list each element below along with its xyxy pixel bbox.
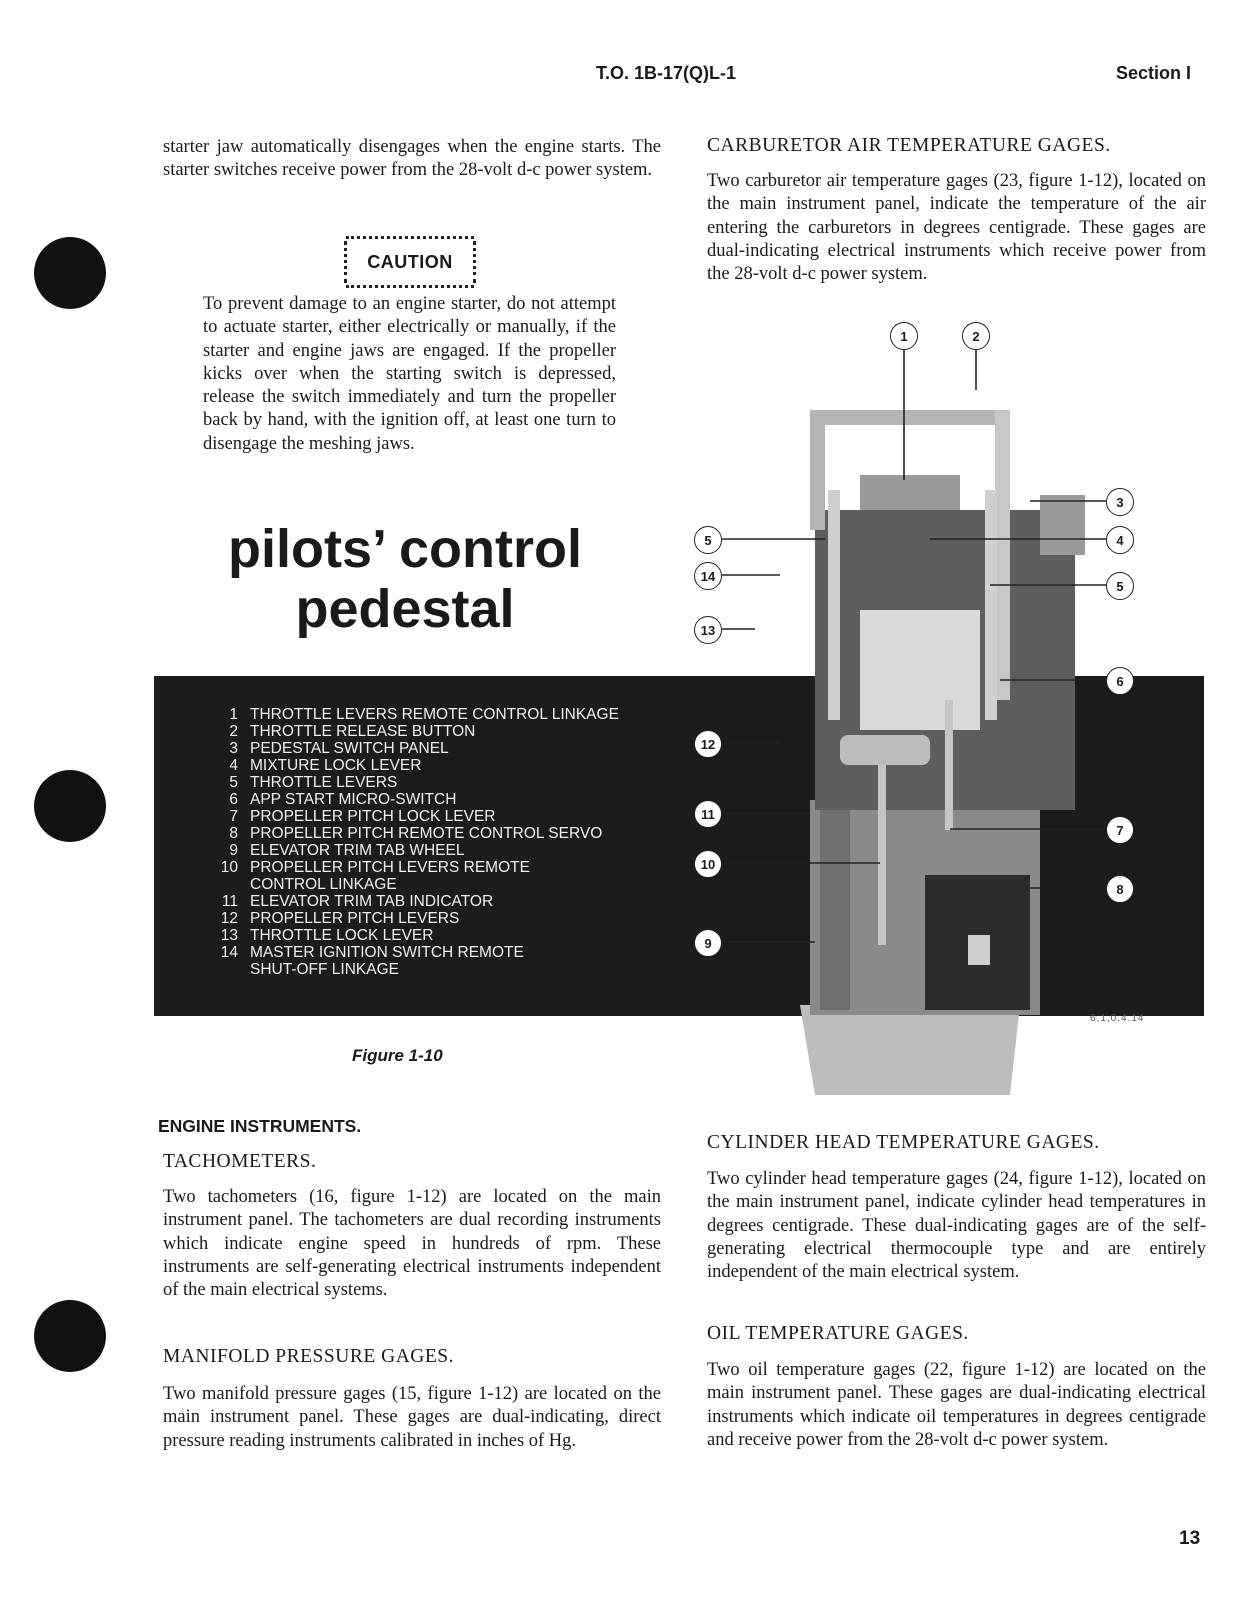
legend-item-number (200, 876, 250, 893)
legend-item (200, 927, 619, 944)
binder-hole-top (34, 237, 106, 309)
legend-item-number: 13 (220, 927, 238, 944)
legend-item (200, 825, 619, 842)
binder-hole-bottom (34, 1300, 106, 1372)
document-number: T.O. 1B-17(Q)L-1 (596, 63, 737, 83)
tachometers-heading: TACHOMETERS. (163, 1151, 317, 1172)
legend-item-number: 11 (221, 893, 238, 910)
oil-text: Two oil temperature gages (22, figure 1-12) are located on the main instrument panel. These gages are dual-indicating electrical instruments which indicate oil temperatures in degrees centigrade and receive power from the 28-volt d-c power system. (707, 1360, 1206, 1450)
legend-item-text: APP START MICRO-SWITCH (250, 791, 457, 808)
callout-6: 6 (1106, 667, 1134, 695)
callout-1: 1 (890, 322, 918, 350)
legend-item-text: PROPELLER PITCH LOCK LEVER (250, 808, 496, 825)
legend-item-text: PROPELLER PITCH LEVERS REMOTE (250, 859, 530, 876)
legend-item (200, 808, 619, 825)
legend-item-text: MASTER IGNITION SWITCH REMOTE (250, 944, 524, 961)
callout-2: 2 (962, 322, 990, 350)
figure-caption: Figure 1-10 (352, 1046, 443, 1065)
callout-10: 10 (694, 850, 722, 878)
section-label: Section I (1116, 63, 1192, 83)
legend-item (200, 723, 619, 740)
legend-item-text: THROTTLE LEVERS REMOTE CONTROL LINKAGE (250, 706, 619, 723)
photo-id: 6,1,0.4.14 (1090, 1013, 1145, 1024)
legend-item (200, 893, 619, 910)
legend-item-text: CONTROL LINKAGE (250, 876, 397, 893)
legend-item-text: ELEVATOR TRIM TAB WHEEL (250, 842, 465, 859)
legend-item (200, 706, 619, 723)
legend-item-number: 9 (229, 842, 238, 859)
legend-item-text: PROPELLER PITCH REMOTE CONTROL SERVO (250, 825, 603, 842)
legend-item-number: 4 (229, 757, 238, 774)
legend-item (200, 791, 619, 808)
legend-item-text: SHUT-OFF LINKAGE (250, 961, 399, 978)
legend-item (200, 910, 619, 927)
binder-hole-middle (34, 770, 106, 842)
callout-lines (700, 320, 1200, 960)
legend-item-text: PEDESTAL SWITCH PANEL (250, 740, 449, 757)
caution-text: To prevent damage to an engine starter, do not attempt to actuate starter, either electrically or manually, if the starter and engine jaws are engaged. If the propeller kicks over when the starting switch is depressed, release the switch immediately and turn the propeller back by hand, with the ignition off, at least one turn to disengage the meshing jaws. (203, 294, 616, 454)
legend-item (200, 757, 619, 774)
legend-item-text: MIXTURE LOCK LEVER (250, 757, 422, 774)
callout-3: 3 (1106, 488, 1134, 516)
legend-item-number (200, 961, 250, 978)
manifold-text: Two manifold pressure gages (15, figure 1-12) are located on the main instrument panel. These gages are dual-indicating, direct pressure reading instruments calibrated in inches of Hg. (163, 1384, 661, 1451)
legend-item-text: THROTTLE LOCK LEVER (250, 927, 434, 944)
callout-8: 8 (1106, 875, 1134, 903)
callout-13: 13 (694, 616, 722, 644)
legend-list (200, 706, 619, 978)
legend-item-text: PROPELLER PITCH LEVERS (250, 910, 460, 927)
pedestal-base-plate (800, 1005, 1020, 1095)
legend-item (200, 944, 619, 961)
callout-7: 7 (1106, 816, 1134, 844)
callout-5-right: 5 (1106, 572, 1134, 600)
oil-heading: OIL TEMPERATURE GAGES. (707, 1323, 969, 1344)
legend-item-number: 6 (229, 791, 238, 808)
callout-12: 12 (694, 730, 722, 758)
legend-item-number: 1 (229, 706, 238, 723)
legend-item-number: 2 (229, 723, 238, 740)
legend-item-text: THROTTLE LEVERS (250, 774, 398, 791)
page-number: 13 (1179, 1528, 1201, 1549)
callout-11: 11 (694, 800, 722, 828)
cylinder-text: Two cylinder head temperature gages (24, figure 1-12), located on the main instrument panel, indicate cylinder head temperatures in degrees centigrade. These dual-indicating gages are of the self-generating electrical thermocouple type and are entirely independent of the main electrical system. (707, 1169, 1206, 1283)
legend-item (200, 961, 619, 978)
caution-label: CAUTION (367, 251, 453, 272)
legend-item-text: ELEVATOR TRIM TAB INDICATOR (250, 893, 494, 910)
figure-title-line2: pedestal (295, 579, 515, 639)
callout-5-left: 5 (694, 526, 722, 554)
carb-text: Two carburetor air temperature gages (23, figure 1-12), located on the main instrument panel, indicate the temperature of the air entering the carburetors in degrees centigrade. These gages are dual-indicating electrical instruments which receive power from the 28-volt d-c power system. (707, 171, 1206, 285)
manifold-heading: MANIFOLD PRESSURE GAGES. (163, 1346, 454, 1367)
legend-item-number: 3 (229, 740, 238, 757)
carb-heading: CARBURETOR AIR TEMPERATURE GAGES. (707, 135, 1111, 156)
intro-paragraph: starter jaw automatically disengages when the engine starts. The starter switches receive power from the 28-volt d-c power system. (163, 137, 661, 181)
figure-title-line1: pilots’ control (227, 519, 582, 579)
legend-item (200, 774, 619, 791)
legend-item-text: THROTTLE RELEASE BUTTON (250, 723, 476, 740)
callout-4: 4 (1106, 526, 1134, 554)
legend-item-number: 14 (220, 944, 238, 961)
legend-item (200, 740, 619, 757)
tachometers-text: Two tachometers (16, figure 1-12) are located on the main instrument panel. The tachometers are dual recording instruments which indicate engine speed in hundreds of rpm. These instruments are self-generating electrical instruments independent of the main electrical systems. (163, 1187, 661, 1301)
legend-item-number: 8 (229, 825, 238, 842)
legend-item-number: 10 (220, 859, 238, 876)
cylinder-heading: CYLINDER HEAD TEMPERATURE GAGES. (707, 1132, 1100, 1153)
legend-item (200, 842, 619, 859)
callout-14: 14 (694, 562, 722, 590)
legend-item (200, 876, 619, 893)
callout-9: 9 (694, 929, 722, 957)
legend-item (200, 859, 619, 876)
legend-item-number: 12 (220, 910, 238, 927)
caution-box (346, 236, 474, 288)
legend-item-number: 7 (229, 808, 238, 825)
legend-item-number: 5 (229, 774, 238, 791)
engine-instruments-heading: ENGINE INSTRUMENTS. (158, 1116, 362, 1136)
